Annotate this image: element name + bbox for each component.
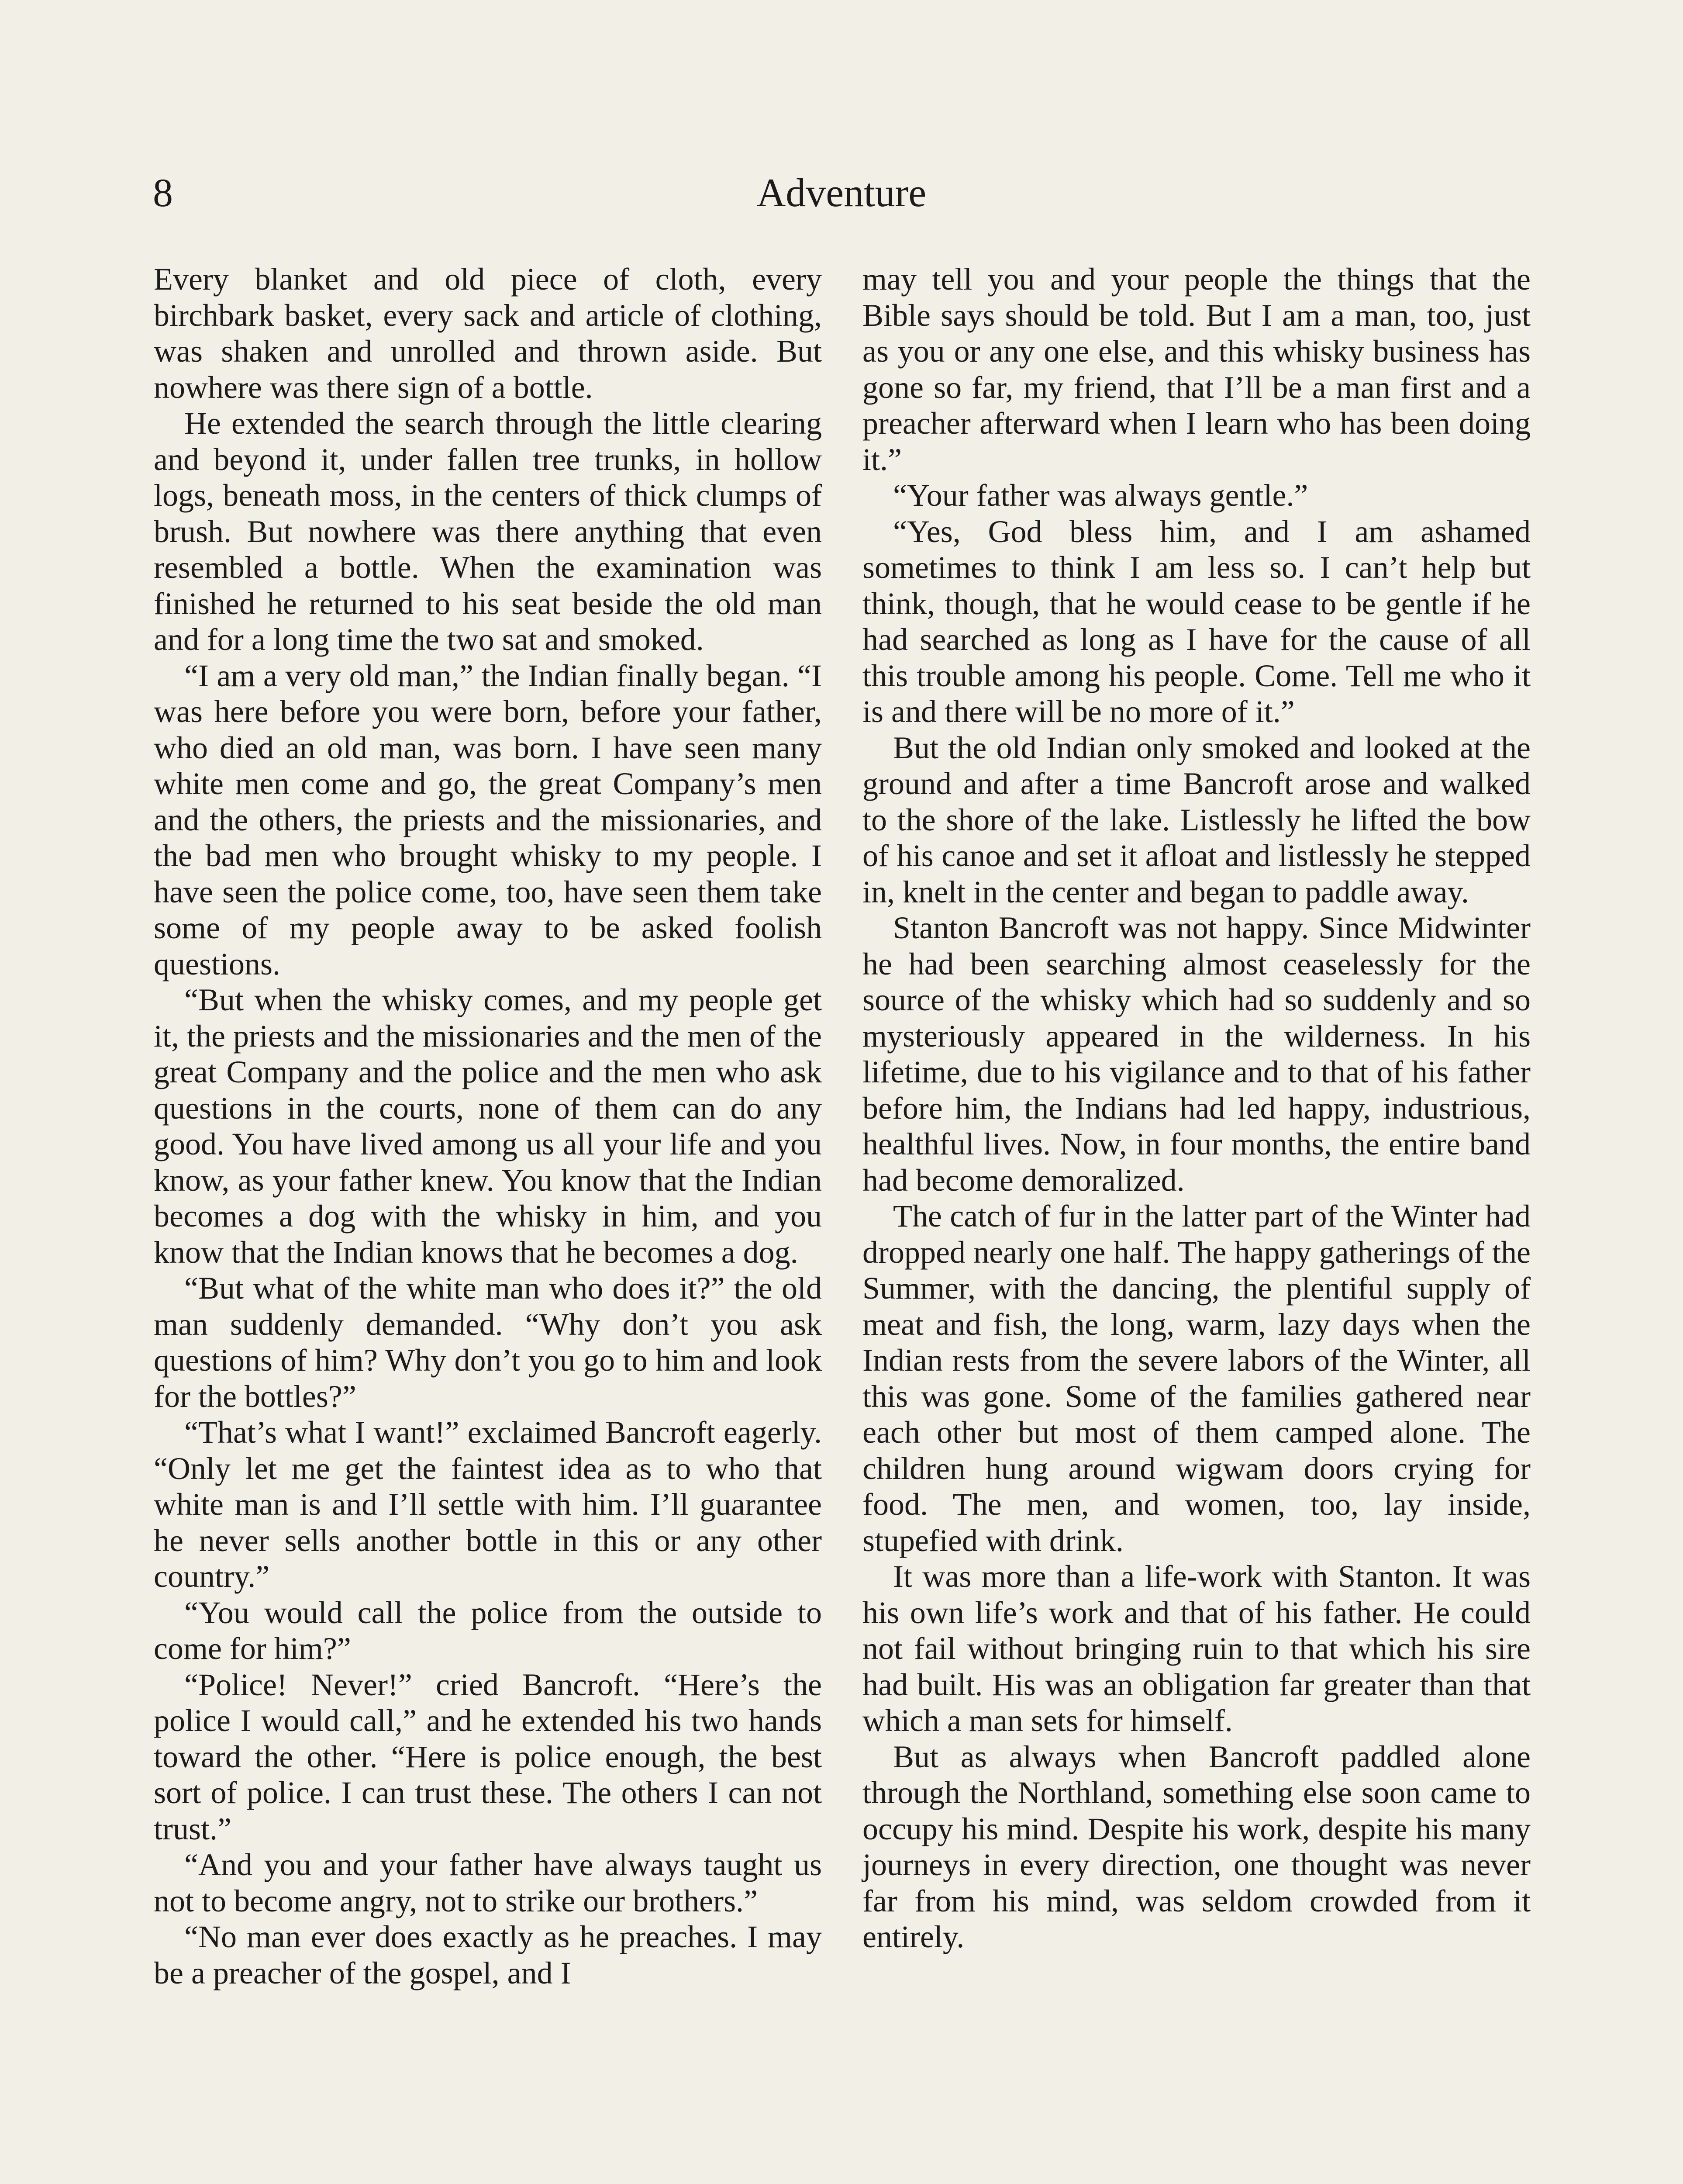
- paragraph: “Police! Never!” cried Bancroft. “Here’s the police I would call,” and he extended his two hands toward the other. “Here is police enough, the best sort of police. I can trust these. The others I can not trust.”: [154, 1667, 822, 1846]
- paragraph: “No man ever does exactly as he preaches. I may be a preacher of the gospel, and I: [154, 1919, 822, 1990]
- page-number: 8: [153, 170, 173, 215]
- paragraph: It was more than a life-work with Stanton. It was his own life’s work and that of his father. He could not fail without bringing ruin to that which his sire had built. His was an obligation far greater than that which a man sets for himself.: [862, 1559, 1531, 1738]
- paragraph: “I am a very old man,” the Indian finally began. “I was here before you were born, before your father, who died an old man, was born. I have seen many white men come and go, the great Company’s men and the others, the priests and the missionaries, and the bad men who brought whisky to my people. I have seen the police come, too, have seen them take some of my people away to be asked foolish questions.: [154, 658, 822, 981]
- paragraph: Stanton Bancroft was not happy. Since Midwinter he had been searching almost ceaselessly for the source of the whisky which had so suddenly and so mysteriously appeared in the wilderness. In his lifetime, due to his vigilance and to that of his father before him, the Indians had led happy, industrious, healthful lives. Now, in four months, the entire band had become demoralized.: [862, 910, 1531, 1198]
- paragraph: “But when the whisky comes, and my people get it, the priests and the missionaries and the men of the great Company and the police and the men who ask questions in the courts, none of them can do any good. You have lived among us all your life and you know, as your father knew. You know that the Indian becomes a dog with the whisky in him, and you know that the Indian knows that he becomes a dog.: [154, 982, 822, 1270]
- right-column: [862, 261, 1531, 1955]
- paragraph: “You would call the police from the outside to come for him?”: [154, 1595, 822, 1666]
- paragraph: may tell you and your people the things that the Bible says should be told. But I am a man, too, just as you or any one else, and this whisky business has gone so far, my friend, that I’ll be a man first and a preacher afterward when I learn who has been doing it.”: [862, 262, 1531, 477]
- paragraph: “Yes, God bless him, and I am ashamed sometimes to think I am less so. I can’t help but think, though, that he would cease to be gentle if he had searched as long as I have for the cause of all this trouble among his people. Come. Tell me who it is and there will be no more of it.”: [862, 514, 1531, 729]
- paragraph: But the old Indian only smoked and looked at the ground and after a time Bancroft arose and walked to the shore of the lake. Listlessly he lifted the bow of his canoe and set it afloat and listlessly he stepped in, knelt in the center and began to paddle away.: [862, 730, 1531, 909]
- paragraph: “But what of the white man who does it?” the old man suddenly demanded. “Why don’t you ask questions of him? Why don’t you go to him and look for the bottles?”: [154, 1271, 822, 1414]
- paragraph: “Your father was always gentle.”: [893, 478, 1308, 513]
- running-title: Adventure: [756, 170, 927, 215]
- paragraph: But as always when Bancroft paddled alone through the Northland, something else soon came to occupy his mind. Despite his work, despite his many journeys in every direction, one thought was never far from his mind, was seldom crowded from it entirely.: [862, 1739, 1531, 1954]
- paragraph: Every blanket and old piece of cloth, every birchbark basket, every sack and article of clothing, was shaken and unrolled and thrown aside. But nowhere was there sign of a bottle.: [154, 262, 822, 405]
- left-column: [154, 261, 822, 1991]
- paragraph: “That’s what I want!” exclaimed Bancroft eagerly. “Only let me get the faintest idea as to who that white man is and I’ll settle with him. I’ll guarantee he never sells another bottle in this or any other country.”: [154, 1415, 822, 1594]
- paragraph: “And you and your father have always taught us not to become angry, not to strike our brothers.”: [154, 1847, 822, 1918]
- paragraph: He extended the search through the little clearing and beyond it, under fallen tree trunks, in hollow logs, beneath moss, in the centers of thick clumps of brush. But nowhere was there anything that even resembled a bottle. When the examination was finished he returned to his seat beside the old man and for a long time the two sat and smoked.: [154, 406, 822, 657]
- paragraph: The catch of fur in the latter part of the Winter had dropped nearly one half. The happy gatherings of the Summer, with the dancing, the plentiful supply of meat and fish, the long, warm, lazy days when the Indian rests from the severe labors of the Winter, all this was gone. Some of the families gathered near each other but most of them camped alone. The children hung around wigwam doors crying for food. The men, and women, too, lay inside, stupefied with drink.: [862, 1199, 1531, 1558]
